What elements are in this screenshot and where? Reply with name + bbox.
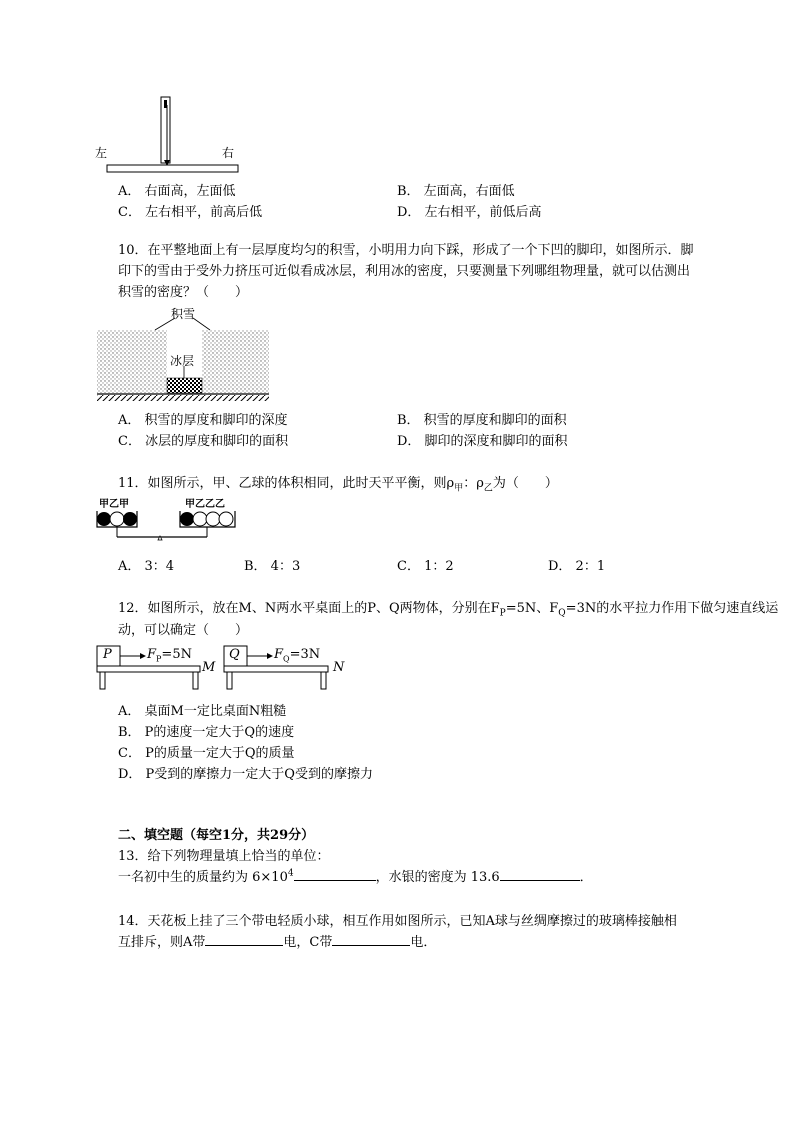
q14-blank-c[interactable] xyxy=(332,933,410,946)
q10-option-a[interactable]: A． 积雪的厚度和脚印的深度 xyxy=(118,413,288,428)
q11-option-b[interactable]: B． 4：3 xyxy=(244,559,301,574)
q12-q-label: Q xyxy=(229,647,240,662)
q12-question-line1: 12．如图所示，放在M、N两水平桌面上的P、Q两物体，分别在$F_P=5N$、$F_Q=3N$的水平拉力作用下做匀速直线运动，可以确定（ ） xyxy=(118,601,779,638)
q12-m-label: M xyxy=(202,660,216,675)
q11-option-d[interactable]: D． 2：1 xyxy=(548,559,606,574)
q10-snow-label: 积雪 xyxy=(171,307,196,321)
q12-option-c[interactable]: C． P的质量一定大于Q的质量 xyxy=(118,746,295,761)
q12-option-a[interactable]: A． 桌面M一定比桌面N粗糙 xyxy=(118,704,287,719)
q10-question-text: 10．在平整地面上有一层厚度均匀的积雪，小明用力向下踩，形成了一个下凹的脚印，如图所示．脚印下的雪由于受外力挤压可近似看成冰层，利用冰的密度，只要测量下列哪组物理量，就可以估测出积雪的密度？（ ） xyxy=(118,243,694,300)
q9-option-a[interactable]: A． 右面高，左面低 xyxy=(118,184,236,199)
q9-left-label: 左 xyxy=(95,146,108,160)
q11-option-a[interactable]: A． 3：4 xyxy=(118,559,175,574)
q13-line2: 一名初中生的质量约为 $6\times 10^4$ ，水银的密度为 13.6 ． xyxy=(118,868,593,885)
q9-option-b[interactable]: B． 左面高，右面低 xyxy=(397,184,515,199)
q14-line1: 14．天花板上挂了三个带电轻质小球，相互作用如图所示，已知A球与丝绸摩擦过的玻璃棒接触相 xyxy=(118,914,677,929)
q12-p-label: P xyxy=(103,647,112,662)
q10-option-c[interactable]: C． 冰层的厚度和脚印的面积 xyxy=(118,434,289,449)
q9-option-d[interactable]: D． 左右相平，前低后高 xyxy=(397,205,542,220)
q11-left-pan-label: 甲乙甲 xyxy=(99,499,129,510)
q12-option-b[interactable]: B． P的速度一定大于Q的速度 xyxy=(118,725,295,740)
section-fill-in-title: 二、填空题（每空1分，共29分） xyxy=(118,828,315,843)
q12-fq-label: $F_Q=3N$ xyxy=(274,647,321,664)
q10-option-d[interactable]: D． 脚印的深度和脚印的面积 xyxy=(397,434,568,449)
q9-right-label: 右 xyxy=(222,146,235,160)
q11-option-c[interactable]: C． 1：2 xyxy=(397,559,454,574)
q12-n-label: N xyxy=(333,660,345,675)
q13-blank-1[interactable] xyxy=(294,868,376,881)
q14-line2: 互排斥，则A带 电，C带 电． xyxy=(118,935,437,950)
q14-blank-a[interactable] xyxy=(205,933,283,946)
q13-blank-2[interactable] xyxy=(500,868,580,881)
q13-line1: 13．给下列物理量填上恰当的单位： xyxy=(118,849,330,864)
q12-option-d[interactable]: D． P受到的摩擦力一定大于Q受到的摩擦力 xyxy=(118,767,373,782)
q9-option-c[interactable]: C． 左右相平，前高后低 xyxy=(118,205,263,220)
q12-fp-label: $F_P=5N$ xyxy=(147,647,192,664)
q10-ice-label: 冰层 xyxy=(170,354,195,368)
q11-right-pan-label: 甲乙乙乙 xyxy=(185,499,225,510)
q10-option-b[interactable]: B． 积雪的厚度和脚印的面积 xyxy=(397,413,567,428)
q11-question-text: 11．如图所示，甲、乙球的体积相同，此时天平平衡，则$\rho_甲$：$\rho_乙$为（ ） xyxy=(118,476,558,494)
